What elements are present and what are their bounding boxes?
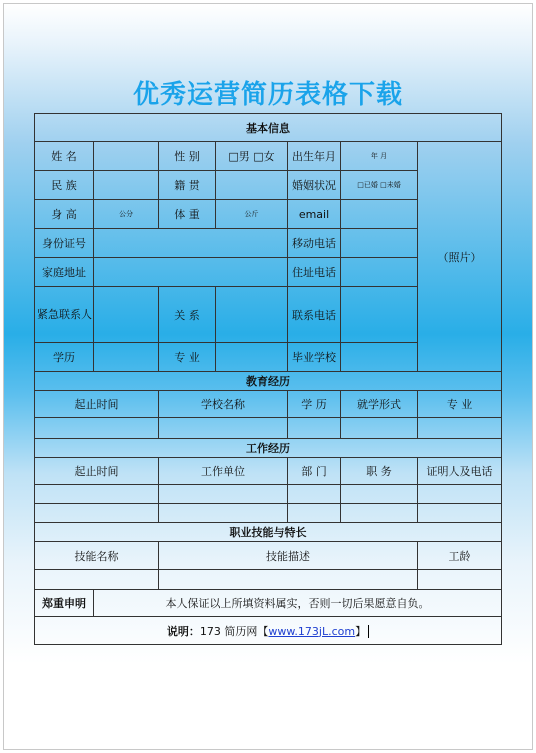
email-field[interactable] (341, 200, 418, 229)
edu-row-period-field[interactable] (35, 418, 159, 439)
work-col-employer: 工作单位 (159, 458, 288, 485)
edu-row-mode-field[interactable] (341, 418, 418, 439)
work-row2-position-field[interactable] (341, 504, 418, 523)
footer-suffix: 】 (355, 624, 367, 638)
edu-row-major-field[interactable] (418, 418, 502, 439)
emergency-contact-field[interactable] (94, 287, 159, 343)
work-row2-period-field[interactable] (35, 504, 159, 523)
resume-form-table (34, 113, 502, 645)
relation-label: 关 系 (159, 287, 216, 343)
work-header: 工作经历 (35, 439, 502, 458)
footer-site-link[interactable]: www.173jL.com (268, 624, 356, 638)
work-row2-reference-field[interactable] (418, 504, 502, 523)
edu-col-major: 专 业 (418, 391, 502, 418)
skill-name-field[interactable] (35, 570, 159, 590)
work-row1-employer-field[interactable] (159, 485, 288, 504)
weight-field[interactable]: 公斤 (216, 200, 288, 229)
edu-row-school-field[interactable] (159, 418, 288, 439)
height-field[interactable]: 公分 (94, 200, 159, 229)
edu-col-school: 学校名称 (159, 391, 288, 418)
skills-col-name: 技能名称 (35, 542, 159, 570)
work-row1-position-field[interactable] (341, 485, 418, 504)
edu-col-degree: 学 历 (288, 391, 341, 418)
major-field[interactable] (216, 343, 288, 372)
weight-label: 体 重 (159, 200, 216, 229)
school-label: 毕业学校 (288, 343, 341, 372)
contact-phone-field[interactable] (341, 287, 418, 343)
footer-site-text: 173 简历网【 (199, 624, 269, 638)
name-field[interactable] (94, 142, 159, 171)
skills-col-years: 工龄 (418, 542, 502, 570)
address-field[interactable] (94, 258, 288, 287)
home-phone-field[interactable] (341, 258, 418, 287)
work-col-reference: 证明人及电话 (418, 458, 502, 485)
native-place-field[interactable] (216, 171, 288, 200)
gender-options[interactable]: □男 □女 (216, 142, 288, 171)
mobile-field[interactable] (341, 229, 418, 258)
footer-note (35, 617, 502, 645)
id-number-field[interactable] (94, 229, 288, 258)
work-row1-period-field[interactable] (35, 485, 159, 504)
basic-info-header: 基本信息 (35, 114, 502, 142)
gender-label: 性 别 (159, 142, 216, 171)
major-label: 专 业 (159, 343, 216, 372)
work-row2-department-field[interactable] (288, 504, 341, 523)
home-phone-label: 住址电话 (288, 258, 341, 287)
emergency-contact-label: 紧急联系人 (35, 287, 94, 343)
skills-col-description: 技能描述 (159, 542, 418, 570)
ethnic-label: 民 族 (35, 171, 94, 200)
work-col-position: 职 务 (341, 458, 418, 485)
email-label: email (288, 200, 341, 229)
education-level-field[interactable] (94, 343, 159, 372)
name-label: 姓 名 (35, 142, 94, 171)
native-place-label: 籍 贯 (159, 171, 216, 200)
declaration-label: 郑重申明 (35, 590, 94, 617)
marital-label: 婚姻状况 (288, 171, 341, 200)
edu-col-mode: 就学形式 (341, 391, 418, 418)
education-header: 教育经历 (35, 372, 502, 391)
contact-phone-label: 联系电话 (288, 287, 341, 343)
ethnic-field[interactable] (94, 171, 159, 200)
declaration-text: 本人保证以上所填资料属实，否则一切后果愿意自负。 (94, 590, 502, 617)
id-number-label: 身份证号 (35, 229, 94, 258)
skill-years-field[interactable] (418, 570, 502, 590)
page-title: 优秀运营简历表格下载 (132, 80, 403, 110)
edu-col-period: 起止时间 (35, 391, 159, 418)
address-label: 家庭地址 (35, 258, 94, 287)
mobile-label: 移动电话 (288, 229, 341, 258)
marital-options[interactable]: □已婚 □未婚 (341, 171, 418, 200)
footer-prefix: 说明： (166, 624, 200, 638)
work-row1-department-field[interactable] (288, 485, 341, 504)
work-col-department: 部 门 (288, 458, 341, 485)
relation-field[interactable] (216, 287, 288, 343)
work-row2-employer-field[interactable] (159, 504, 288, 523)
work-col-period: 起止时间 (35, 458, 159, 485)
birth-field[interactable]: 年 月 (341, 142, 418, 171)
height-label: 身 高 (35, 200, 94, 229)
work-row1-reference-field[interactable] (418, 485, 502, 504)
skills-header: 职业技能与特长 (35, 523, 502, 542)
text-cursor (368, 625, 369, 638)
education-level-label: 学历 (35, 343, 94, 372)
edu-row-degree-field[interactable] (288, 418, 341, 439)
school-field[interactable] (341, 343, 502, 372)
birth-label: 出生年月 (288, 142, 341, 171)
photo-cell[interactable]: （照片） (418, 142, 502, 372)
skill-description-field[interactable] (159, 570, 418, 590)
